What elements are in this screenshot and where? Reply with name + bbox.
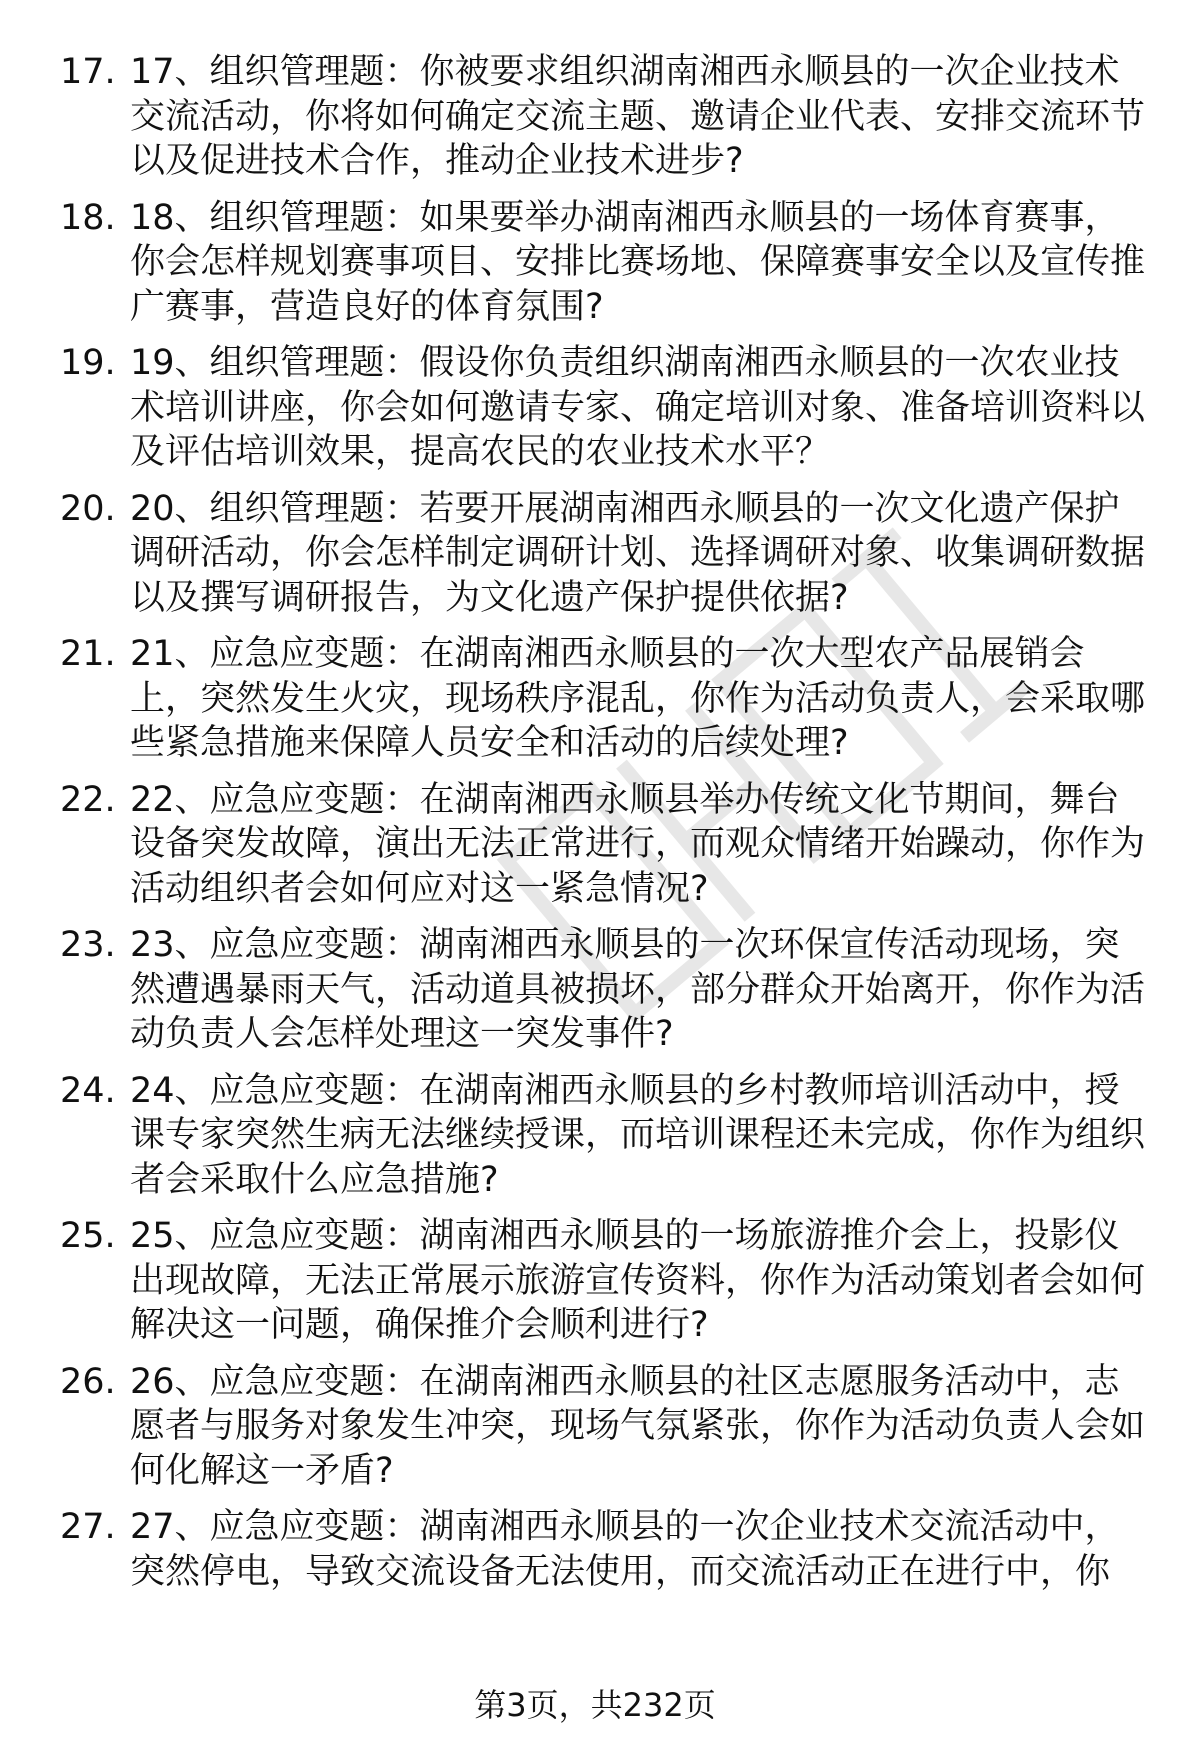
item-text: 18、组织管理题：如果要举办湖南湘西永顺县的一场体育赛事，你会怎样规划赛事项目、安排比赛场地、保障赛事安全以及宣传推广赛事，营造良好的体育氛围? [130, 197, 1146, 327]
item-text: 17、组织管理题：你被要求组织湖南湘西永顺县的一次企业技术交流活动，你将如何确定交流主题、邀请企业代表、安排交流环节以及促进技术合作，推动企业技术进步? [130, 52, 1146, 181]
item-number: 22. [60, 779, 116, 820]
item-number: 20. [60, 488, 116, 529]
page-number: 第3页，共232页 [474, 1686, 716, 1724]
list-item [60, 1505, 1150, 1594]
list-item [60, 632, 1150, 766]
list-item [60, 196, 1150, 330]
item-text: 20、组织管理题：若要开展湖南湘西永顺县的一次文化遗产保护调研活动，你会怎样制定调研计划、选择调研对象、收集调研数据以及撰写调研报告，为文化遗产保护提供依据? [130, 488, 1146, 618]
item-number: 26. [60, 1361, 116, 1402]
list-item [60, 341, 1150, 475]
list-item [60, 487, 1150, 621]
list-item [60, 50, 1150, 184]
item-number: 24. [60, 1070, 116, 1111]
item-text: 26、应急应变题：在湖南湘西永顺县的社区志愿服务活动中，志愿者与服务对象发生冲突，现场气氛紧张，你作为活动负责人会如何化解这一矛盾? [130, 1361, 1146, 1491]
item-number: 23. [60, 925, 116, 965]
list-item [60, 778, 1150, 912]
item-number: 21. [60, 634, 116, 674]
item-text: 25、应急应变题：湖南湘西永顺县的一场旅游推介会上，投影仪出现故障，无法正常展示旅游宣传资料，你作为活动策划者会如何解决这一问题，确保推介会顺利进行? [130, 1216, 1146, 1345]
list-item [60, 1214, 1150, 1348]
item-number: 19. [60, 343, 116, 383]
item-text: 19、组织管理题：假设你负责组织湖南湘西永顺县的一次农业技术培训讲座，你会如何邀请专家、确定培训对象、准备培训资料以及评估培训效果，提高农民的农业技术水平？ [130, 343, 1146, 472]
item-text: 23、应急应变题：湖南湘西永顺县的一次环保宣传活动现场，突然遭遇暴雨天气，活动道具被损坏，部分群众开始离开，你作为活动负责人会怎样处理这一突发事件? [130, 925, 1146, 1054]
item-number: 17. [60, 52, 116, 92]
item-number: 27. [60, 1507, 116, 1547]
question-list [60, 50, 1150, 1606]
item-text: 21、应急应变题：在湖南湘西永顺县的一次大型农产品展销会上，突然发生火灾，现场秩序混乱，你作为活动负责人，会采取哪些紧急措施来保障人员安全和活动的后续处理? [130, 634, 1146, 763]
list-item [60, 1069, 1150, 1203]
item-text: 24、应急应变题：在湖南湘西永顺县的乡村教师培训活动中，授课专家突然生病无法继续授课，而培训课程还未完成，你作为组织者会采取什么应急措施? [130, 1070, 1146, 1200]
item-text: 27、应急应变题：湖南湘西永顺县的一次企业技术交流活动中，突然停电，导致交流设备无法使用，而交流活动正在进行中，你 [130, 1507, 1120, 1592]
list-item [60, 1360, 1150, 1494]
item-number: 18. [60, 197, 116, 238]
item-text: 22、应急应变题：在湖南湘西永顺县举办传统文化节期间，舞台设备突发故障，演出无法正常进行，而观众情绪开始躁动，你作为活动组织者会如何应对这一紧急情况? [130, 779, 1146, 909]
item-number: 25. [60, 1216, 116, 1256]
list-item [60, 923, 1150, 1057]
